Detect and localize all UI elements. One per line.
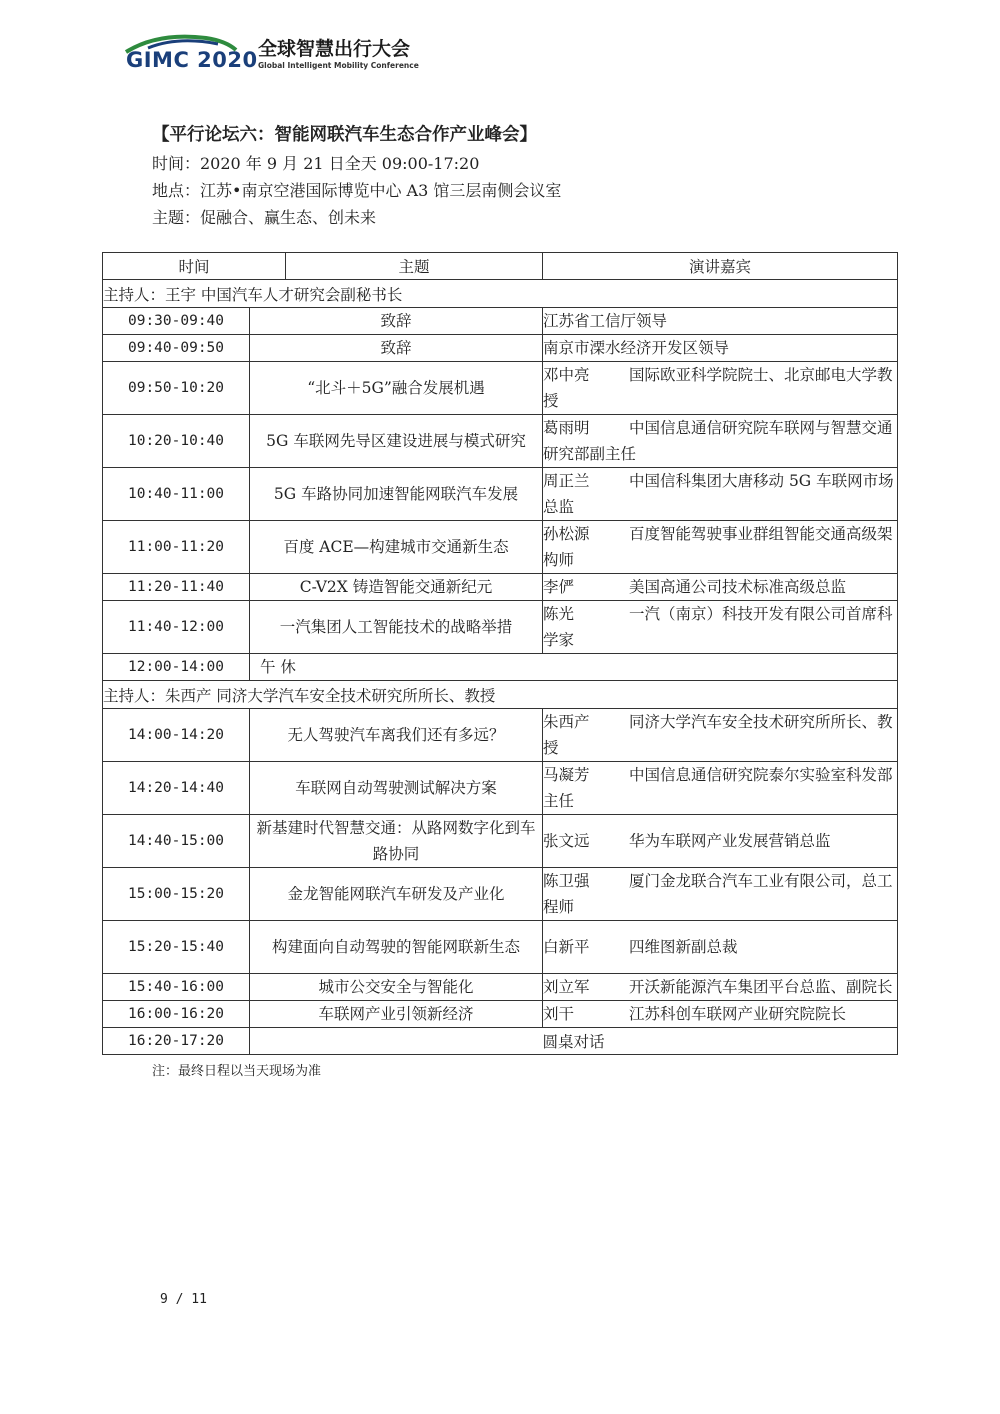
speaker-org: 中国信科集团大唐移动 5G 车联网市场总监 <box>543 472 894 516</box>
final-label: 圆桌对话 <box>250 1028 898 1055</box>
row-topic: 构建面向自动驾驶的智能网联新生态 <box>250 921 543 974</box>
logo-wordmark: GIMC 2020 <box>126 48 258 72</box>
row-topic: 致辞 <box>250 308 543 335</box>
row-time: 09:50-10:20 <box>103 362 250 415</box>
schedule-table <box>102 252 898 1055</box>
logo-chinese-name: 全球智慧出行大会 <box>258 38 411 60</box>
row-time: 09:30-09:40 <box>103 308 250 335</box>
table-row <box>103 762 898 815</box>
row-time: 15:40-16:00 <box>103 974 250 1001</box>
forum-time: 时间：2020 年 9 月 21 日全天 09:00-17:20 <box>152 154 480 173</box>
table-row <box>103 921 898 974</box>
speaker-org: 百度智能驾驶事业群组智能交通高级架构师 <box>543 525 893 569</box>
table-row <box>103 1001 898 1028</box>
row-time: 14:20-14:40 <box>103 762 250 815</box>
table-row <box>103 601 898 654</box>
lunch-time: 12:00-14:00 <box>103 654 250 681</box>
speaker-name: 周正兰 <box>543 472 590 490</box>
row-time: 11:00-11:20 <box>103 521 250 574</box>
row-speaker <box>543 308 898 335</box>
table-row <box>103 362 898 415</box>
row-time: 14:40-15:00 <box>103 815 250 868</box>
row-topic: 无人驾驶汽车离我们还有多远？ <box>250 709 543 762</box>
footnote: 注：最终日程以当天现场为准 <box>152 1064 322 1079</box>
row-topic: 致辞 <box>250 335 543 362</box>
speaker-org: 中国信息通信研究院泰尔实验室科发部主任 <box>543 766 893 810</box>
row-time: 11:20-11:40 <box>103 574 250 601</box>
speaker-name: 葛雨明 <box>543 419 590 437</box>
row-speaker <box>543 574 898 601</box>
header-time: 时间 <box>103 253 286 280</box>
table-row <box>103 335 898 362</box>
row-topic: 一汽集团人工智能技术的战略举措 <box>250 601 543 654</box>
header-topic: 主题 <box>286 253 543 280</box>
speaker-org: 同济大学汽车安全技术研究所所长、教授 <box>543 713 893 757</box>
speaker-org: 华为车联网产业发展营销总监 <box>629 832 831 850</box>
row-time: 11:40-12:00 <box>103 601 250 654</box>
row-topic: 车联网产业引领新经济 <box>250 1001 543 1028</box>
row-time: 09:40-09:50 <box>103 335 250 362</box>
row-time: 10:40-11:00 <box>103 468 250 521</box>
row-topic: 车联网自动驾驶测试解决方案 <box>250 762 543 815</box>
row-topic: 新基建时代智慧交通：从路网数字化到车路协同 <box>250 815 543 868</box>
row-speaker <box>543 601 898 654</box>
row-speaker <box>543 868 898 921</box>
row-topic: 5G 车路协同加速智能网联汽车发展 <box>250 468 543 521</box>
host-row <box>103 681 898 709</box>
row-topic: C-V2X 铸造智能交通新纪元 <box>250 574 543 601</box>
row-topic: “北斗＋5G”融合发展机遇 <box>250 362 543 415</box>
page-number: 9 / 11 <box>160 1292 207 1307</box>
row-speaker <box>543 709 898 762</box>
final-row <box>103 1028 898 1055</box>
row-topic: 百度 ACE—构建城市交通新生态 <box>250 521 543 574</box>
row-topic: 城市公交安全与智能化 <box>250 974 543 1001</box>
row-time: 10:20-10:40 <box>103 415 250 468</box>
header-speaker: 演讲嘉宾 <box>543 253 898 280</box>
host-1: 主持人：王宇 中国汽车人才研究会副秘书长 <box>103 280 898 308</box>
speaker-name: 朱西产 <box>543 713 590 731</box>
speaker-name: 刘立军 <box>543 978 590 996</box>
table-row <box>103 868 898 921</box>
row-speaker <box>543 1001 898 1028</box>
forum-place: 地点：江苏•南京空港国际博览中心 A3 馆三层南侧会议室 <box>152 181 562 200</box>
row-speaker <box>543 921 898 974</box>
row-speaker <box>543 521 898 574</box>
speaker-org: 厦门金龙联合汽车工业有限公司，总工程师 <box>543 872 893 916</box>
logo-english-name: Global Intelligent Mobility Conference <box>258 61 419 70</box>
speaker-name: 张文远 <box>543 832 590 850</box>
table-row <box>103 308 898 335</box>
speaker-org: 南京市溧水经济开发区领导 <box>543 339 730 357</box>
table-row <box>103 574 898 601</box>
row-speaker <box>543 762 898 815</box>
table-row <box>103 709 898 762</box>
table-header-row <box>103 253 898 280</box>
speaker-name: 陈卫强 <box>543 872 590 890</box>
speaker-org: 中国信息通信研究院车联网与智慧交通研究部副主任 <box>543 419 893 463</box>
speaker-name: 孙松源 <box>543 525 590 543</box>
host-row <box>103 280 898 308</box>
speaker-org: 美国高通公司技术标准高级总监 <box>629 578 847 596</box>
table-row <box>103 521 898 574</box>
row-time: 15:20-15:40 <box>103 921 250 974</box>
row-topic: 金龙智能网联汽车研发及产业化 <box>250 868 543 921</box>
row-speaker <box>543 974 898 1001</box>
final-time: 16:20-17:20 <box>103 1028 250 1055</box>
table-row <box>103 468 898 521</box>
lunch-label: 午 休 <box>250 654 898 681</box>
row-speaker <box>543 468 898 521</box>
speaker-name: 白新平 <box>543 938 590 956</box>
speaker-org: 国际欧亚科学院院士、北京邮电大学教授 <box>543 366 893 410</box>
speaker-org: 一汽（南京）科技开发有限公司首席科学家 <box>543 605 893 649</box>
speaker-name: 李俨 <box>543 578 575 596</box>
row-speaker <box>543 815 898 868</box>
speaker-org: 江苏科创车联网产业研究院院长 <box>629 1005 847 1023</box>
speaker-name: 马凝芳 <box>543 766 590 784</box>
speaker-name: 陈光 <box>543 605 575 623</box>
forum-info <box>152 120 561 231</box>
table-row <box>103 415 898 468</box>
row-speaker <box>543 335 898 362</box>
speaker-name: 刘干 <box>543 1005 575 1023</box>
lunch-row <box>103 654 898 681</box>
forum-theme: 主题：促融合、赢生态、创未来 <box>152 208 377 227</box>
speaker-org: 开沃新能源汽车集团平台总监、副院长 <box>629 978 893 996</box>
row-speaker <box>543 362 898 415</box>
row-topic: 5G 车联网先导区建设进展与模式研究 <box>250 415 543 468</box>
speaker-name: 邓中亮 <box>543 366 590 384</box>
row-time: 15:00-15:20 <box>103 868 250 921</box>
table-row <box>103 815 898 868</box>
host-2: 主持人：朱西产 同济大学汽车安全技术研究所所长、教授 <box>103 681 898 709</box>
table-row <box>103 974 898 1001</box>
speaker-org: 江苏省工信厅领导 <box>543 312 668 330</box>
conference-logo <box>118 30 418 78</box>
forum-title: 【平行论坛六：智能网联汽车生态合作产业峰会】 <box>152 125 537 145</box>
row-time: 16:00-16:20 <box>103 1001 250 1028</box>
speaker-org: 四维图新副总裁 <box>629 938 738 956</box>
row-speaker <box>543 415 898 468</box>
row-time: 14:00-14:20 <box>103 709 250 762</box>
